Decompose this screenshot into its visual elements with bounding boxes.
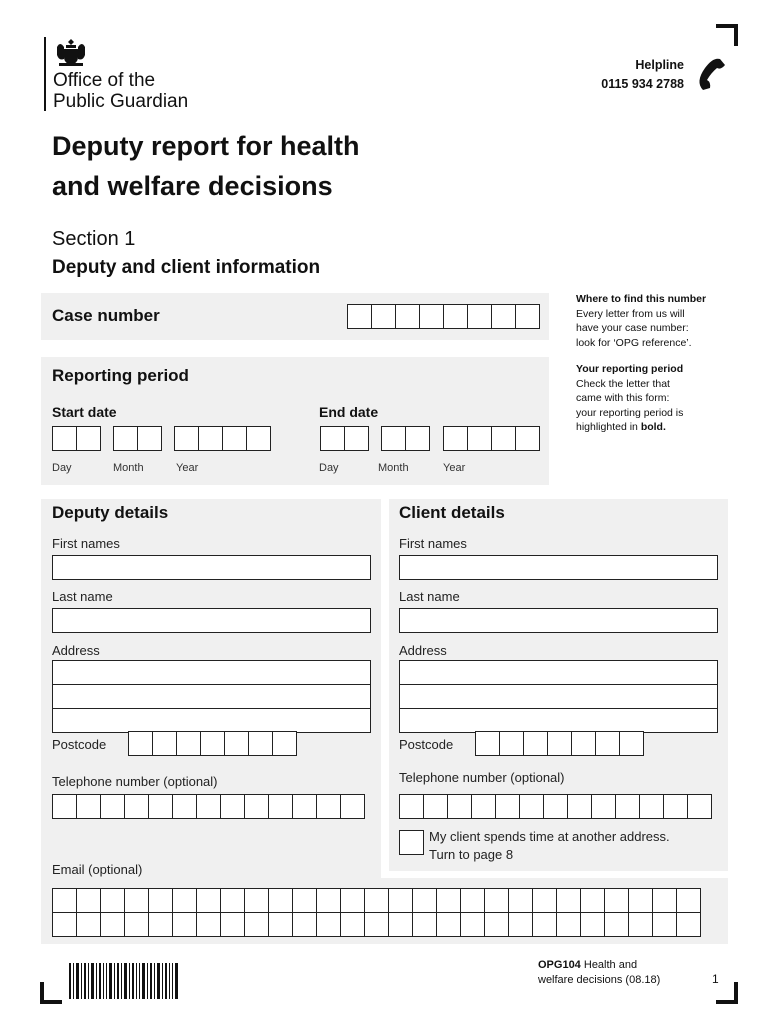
deputy-postcode-label: Postcode <box>52 737 107 752</box>
client-first-names-label: First names <box>399 536 467 551</box>
start-day-input[interactable] <box>52 426 101 451</box>
reporting-period-help <box>576 362 736 435</box>
end-day-label: Day <box>319 462 339 474</box>
client-another-address-line2: Turn to page 8 <box>429 847 514 862</box>
client-first-names-input[interactable] <box>399 555 718 580</box>
deputy-address-line3-input[interactable] <box>52 708 371 733</box>
form-reference <box>538 958 660 988</box>
case-number-input[interactable] <box>347 304 540 329</box>
client-another-address-line1: My client spends time at another address. <box>429 829 670 844</box>
deputy-telephone-label: Telephone number (optional) <box>52 774 218 789</box>
form-name-1: Health and <box>583 959 638 971</box>
client-address-label: Address <box>399 643 447 658</box>
client-last-name-input[interactable] <box>399 608 718 633</box>
deputy-first-names-label: First names <box>52 536 120 551</box>
phone-icon <box>694 57 726 91</box>
deputy-last-name-input[interactable] <box>52 608 371 633</box>
title-line1: Deputy report for health <box>52 131 360 161</box>
end-year-label: Year <box>443 462 466 474</box>
period-help-title: Your reporting period <box>576 363 684 375</box>
client-details-heading: Client details <box>399 503 505 522</box>
org-name-line1: Office of the <box>53 70 156 91</box>
end-month-label: Month <box>378 462 409 474</box>
start-month-input[interactable] <box>113 426 162 451</box>
logo-rule <box>44 37 46 111</box>
period-help-line1: Check the letter that <box>576 377 670 390</box>
period-help-line2: came with this form: <box>576 392 670 404</box>
section-heading: Deputy and client information <box>52 257 321 278</box>
client-postcode-input[interactable] <box>475 731 644 756</box>
client-another-address-checkbox[interactable] <box>399 830 424 855</box>
deputy-postcode-input[interactable] <box>128 731 297 756</box>
end-month-input[interactable] <box>381 426 430 451</box>
crest-icon <box>53 37 89 67</box>
client-telephone-input[interactable] <box>399 794 712 819</box>
section-number: Section 1 <box>52 228 136 250</box>
end-date-label: End date <box>319 404 379 420</box>
client-postcode-label: Postcode <box>399 737 454 752</box>
period-help-line4-prefix: highlighted in <box>576 421 638 433</box>
helpline-label: Helpline <box>635 58 684 72</box>
deputy-email-input[interactable] <box>52 888 701 937</box>
case-help-line1: Every letter from us will <box>576 307 685 320</box>
start-year-input[interactable] <box>174 426 271 451</box>
deputy-address-line2-input[interactable] <box>52 684 371 709</box>
client-address-line2-input[interactable] <box>399 684 718 709</box>
start-date-label: Start date <box>52 404 117 420</box>
case-help-line3: look for ‘OPG reference’. <box>576 336 692 349</box>
deputy-details-heading: Deputy details <box>52 503 169 522</box>
org-name-line2: Public Guardian <box>53 91 189 112</box>
crop-mark-top-right <box>716 24 738 46</box>
logo <box>44 37 214 113</box>
client-last-name-label: Last name <box>399 589 460 604</box>
start-month-label: Month <box>113 462 144 474</box>
period-help-line3: your reporting period is <box>576 406 684 419</box>
page-number: 1 <box>712 972 719 986</box>
client-address-line3-input[interactable] <box>399 708 718 733</box>
start-day-label: Day <box>52 462 72 474</box>
helpline-number: 0115 934 2788 <box>601 77 684 91</box>
page-title <box>52 126 360 206</box>
form-reference-line1 <box>538 958 660 973</box>
helpline <box>560 56 684 94</box>
case-number-label: Case number <box>52 306 160 325</box>
deputy-address-line1-input[interactable] <box>52 660 371 685</box>
crop-mark-bottom-left <box>40 982 62 1004</box>
case-help-title: Where to find this number <box>576 293 707 305</box>
period-help-line4 <box>576 420 736 435</box>
case-number-help <box>576 292 736 350</box>
deputy-last-name-label: Last name <box>52 589 113 604</box>
client-address-line1-input[interactable] <box>399 660 718 685</box>
period-help-line4-bold: bold. <box>640 421 666 433</box>
form-name-2: welfare decisions (08.18) <box>538 974 661 986</box>
form-code: OPG104 <box>538 959 581 971</box>
case-help-line2: have your case number: <box>576 322 689 334</box>
end-day-input[interactable] <box>320 426 369 451</box>
deputy-first-names-input[interactable] <box>52 555 371 580</box>
deputy-telephone-input[interactable] <box>52 794 365 819</box>
reporting-period-heading: Reporting period <box>52 366 189 385</box>
client-telephone-label: Telephone number (optional) <box>399 770 565 785</box>
deputy-address-label: Address <box>52 643 100 658</box>
end-year-input[interactable] <box>443 426 540 451</box>
title-line2: and welfare decisions <box>52 171 333 201</box>
crop-mark-bottom-right <box>716 982 738 1004</box>
start-year-label: Year <box>176 462 199 474</box>
barcode <box>69 963 179 999</box>
deputy-email-label: Email (optional) <box>52 862 143 877</box>
